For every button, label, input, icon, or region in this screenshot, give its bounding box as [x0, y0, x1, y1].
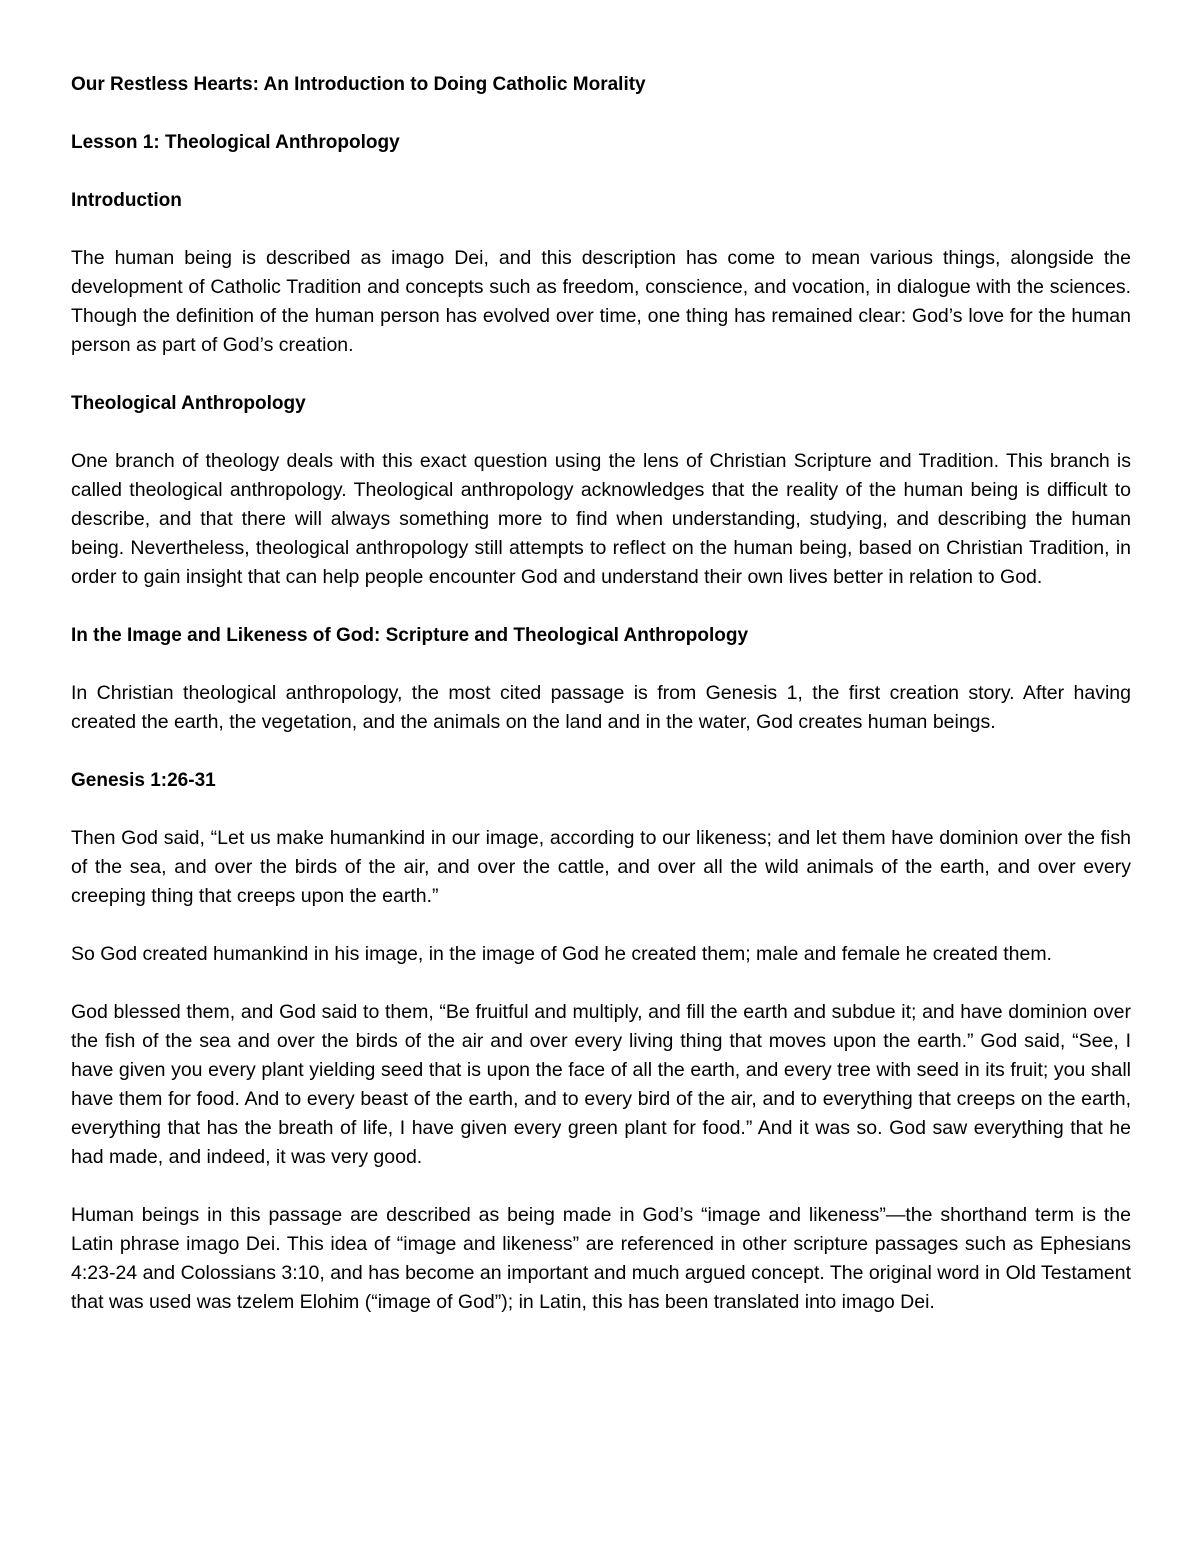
- section-heading-genesis: Genesis 1:26-31: [71, 770, 216, 791]
- genesis-verse-2: So God created humankind in his image, in the image of God he created them; male and female he created them.: [71, 943, 1052, 965]
- genesis-verse-3: God blessed them, and God said to them, “Be fruitful and multiply, and fill the earth and subdue it; and have dominion over the fish of the sea and over the birds of the air and over every living thing that moves upon the earth.” God said, “See, I have given you every plant yielding seed that is upon the face of all the earth, and every tree with seed in its fruit; you shall have them for food. And to every beast of the earth, and to every bird of the air, and to everything that creeps on the earth, everything that has the breath of life, I have given every green plant for food.” And it was so. God saw everything that he had made, and indeed, it was very good.: [71, 1001, 1131, 1168]
- lesson-title: Lesson 1: Theological Anthropology: [71, 132, 400, 153]
- section-heading-introduction: Introduction: [71, 190, 182, 211]
- imago-dei-commentary: Human beings in this passage are described as being made in God’s “image and likeness”—the shorthand term is the Latin phrase imago Dei. This idea of “image and likeness” are referenced in other scripture passages such as Ephesians 4:23-24 and Colossians 3:10, and has become an important and much argued concept. The original word in Old Testament that was used was tzelem Elohim (“image of God”); in Latin, this has been translated into imago Dei.: [71, 1204, 1131, 1313]
- document-page: [71, 70, 1131, 1317]
- document-title: Our Restless Hearts: An Introduction to Doing Catholic Morality: [71, 74, 646, 95]
- section-heading-image-likeness: In the Image and Likeness of God: Scripture and Theological Anthropology: [71, 625, 749, 646]
- theological-anthropology-paragraph: One branch of theology deals with this exact question using the lens of Christian Scripture and Tradition. This branch is called theological anthropology. Theological anthropology acknowledges that the reality of the human being is difficult to describe, and that there will always something more to find when understanding, studying, and describing the human being. Nevertheless, theological anthropology still attempts to reflect on the human being, based on Christian Tradition, in order to gain insight that can help people encounter God and understand their own lives better in relation to God.: [71, 450, 1131, 588]
- genesis-verse-1: Then God said, “Let us make humankind in our image, according to our likeness; and let them have dominion over the fish of the sea, and over the birds of the air, and over the cattle, and over all the wild animals of the earth, and over every creeping thing that creeps upon the earth.”: [71, 827, 1131, 907]
- section-heading-theological-anthropology: Theological Anthropology: [71, 393, 306, 414]
- image-likeness-paragraph: In Christian theological anthropology, the most cited passage is from Genesis 1, the first creation story. After having created the earth, the vegetation, and the animals on the land and in the water, God creates human beings.: [71, 682, 1131, 733]
- introduction-paragraph: The human being is described as imago Dei, and this description has come to mean various things, alongside the development of Catholic Tradition and concepts such as freedom, conscience, and vocation, in dialogue with the sciences. Though the definition of the human person has evolved over time, one thing has remained clear: God’s love for the human person as part of God’s creation.: [71, 247, 1131, 356]
